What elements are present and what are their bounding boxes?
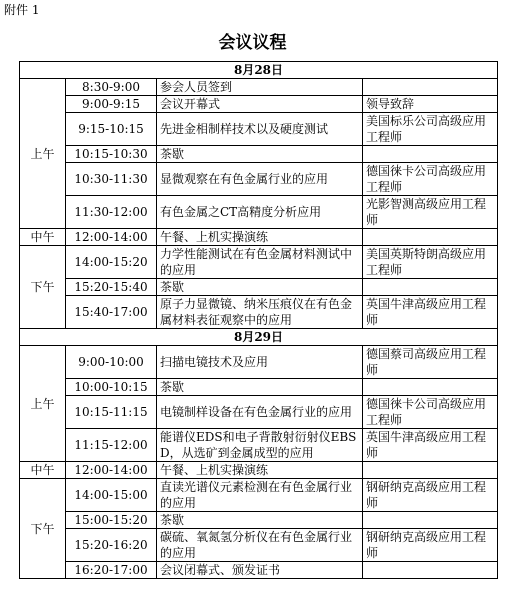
table-row [20, 396, 498, 429]
session-speaker: 英国牛津高级应用工程师 [363, 296, 498, 329]
session-topic: 直读光谱仪元素检测在有色金属行业的应用 [157, 479, 363, 512]
agenda-table [19, 61, 498, 579]
table-row [20, 479, 498, 512]
table-row [20, 113, 498, 146]
session-time: 10:30-11:30 [66, 163, 157, 196]
session-time: 9:00-9:15 [66, 96, 157, 113]
session-speaker: 德国蔡司高级应用工程师 [363, 346, 498, 379]
session-topic: 扫描电镜技术及应用 [157, 346, 363, 379]
session-topic: 午餐、上机实操演练 [157, 229, 363, 246]
day-header-row [20, 329, 498, 346]
table-row [20, 529, 498, 562]
table-row [20, 462, 498, 479]
session-time: 12:00-14:00 [66, 229, 157, 246]
table-row [20, 279, 498, 296]
session-time: 12:00-14:00 [66, 462, 157, 479]
session-topic: 会议开幕式 [157, 96, 363, 113]
session-topic: 原子力显微镜、纳米压痕仪在有色金属材料表征观察中的应用 [157, 296, 363, 329]
session-time: 11:30-12:00 [66, 196, 157, 229]
session-topic: 能谱仪EDS和电子背散射衍射仪EBSD，从选矿到金属成型的应用 [157, 429, 363, 462]
table-row [20, 296, 498, 329]
session-topic: 茶歇 [157, 379, 363, 396]
session-speaker: 德国徕卡公司高级应用工程师 [363, 396, 498, 429]
table-row [20, 163, 498, 196]
session-time: 10:15-10:30 [66, 146, 157, 163]
session-speaker [363, 512, 498, 529]
table-row [20, 562, 498, 579]
table-row [20, 346, 498, 379]
table-row [20, 79, 498, 96]
session-topic: 碳硫、氧氮氢分析仪在有色金属行业的应用 [157, 529, 363, 562]
attachment-label: 附件 1 [4, 3, 40, 17]
session-time: 10:15-11:15 [66, 396, 157, 429]
session-time: 9:00-10:00 [66, 346, 157, 379]
session-time: 15:00-15:20 [66, 512, 157, 529]
session-topic: 茶歇 [157, 512, 363, 529]
day-header-row [20, 62, 498, 79]
table-row [20, 429, 498, 462]
session-time: 16:20-17:00 [66, 562, 157, 579]
session-speaker [363, 79, 498, 96]
period-label: 下午 [20, 479, 66, 579]
session-speaker: 美国英斯特朗高级应用工程师 [363, 246, 498, 279]
session-topic: 茶歇 [157, 146, 363, 163]
session-time: 8:30-9:00 [66, 79, 157, 96]
table-row [20, 229, 498, 246]
session-speaker [363, 146, 498, 163]
session-time: 15:20-15:40 [66, 279, 157, 296]
session-speaker: 钢研纳克高级应用工程师 [363, 479, 498, 512]
period-label: 中午 [20, 229, 66, 246]
session-speaker: 美国标乐公司高级应用工程师 [363, 113, 498, 146]
session-speaker: 德国徕卡公司高级应用工程师 [363, 163, 498, 196]
session-speaker: 光影智测高级应用工程师 [363, 196, 498, 229]
session-topic: 茶歇 [157, 279, 363, 296]
session-speaker [363, 279, 498, 296]
session-time: 14:00-15:20 [66, 246, 157, 279]
session-speaker: 英国牛津高级应用工程师 [363, 429, 498, 462]
day-date: 8月29日 [20, 329, 498, 346]
session-time: 9:15-10:15 [66, 113, 157, 146]
session-speaker [363, 379, 498, 396]
session-topic: 力学性能测试在有色金属材料测试中的应用 [157, 246, 363, 279]
table-row [20, 246, 498, 279]
page-title: 会议议程 [218, 33, 287, 53]
table-row [20, 379, 498, 396]
session-topic: 先进金相制样技术以及硬度测试 [157, 113, 363, 146]
session-topic: 午餐、上机实操演练 [157, 462, 363, 479]
day-date: 8月28日 [20, 62, 498, 79]
session-topic: 会议闭幕式、颁发证书 [157, 562, 363, 579]
table-row [20, 146, 498, 163]
table-row [20, 196, 498, 229]
session-topic: 显微观察在有色金属行业的应用 [157, 163, 363, 196]
session-topic: 电镜制样设备在有色金属行业的应用 [157, 396, 363, 429]
period-label: 上午 [20, 79, 66, 229]
session-time: 14:00-15:00 [66, 479, 157, 512]
session-speaker [363, 462, 498, 479]
session-speaker [363, 562, 498, 579]
table-row [20, 96, 498, 113]
session-topic: 参会人员签到 [157, 79, 363, 96]
session-speaker: 领导致辞 [363, 96, 498, 113]
session-time: 11:15-12:00 [66, 429, 157, 462]
session-topic: 有色金属之CT高精度分析应用 [157, 196, 363, 229]
session-time: 10:00-10:15 [66, 379, 157, 396]
period-label: 中午 [20, 462, 66, 479]
session-time: 15:20-16:20 [66, 529, 157, 562]
period-label: 下午 [20, 246, 66, 329]
period-label: 上午 [20, 346, 66, 462]
session-speaker [363, 229, 498, 246]
session-time: 15:40-17:00 [66, 296, 157, 329]
session-speaker: 钢研纳克高级应用工程师 [363, 529, 498, 562]
table-row [20, 512, 498, 529]
